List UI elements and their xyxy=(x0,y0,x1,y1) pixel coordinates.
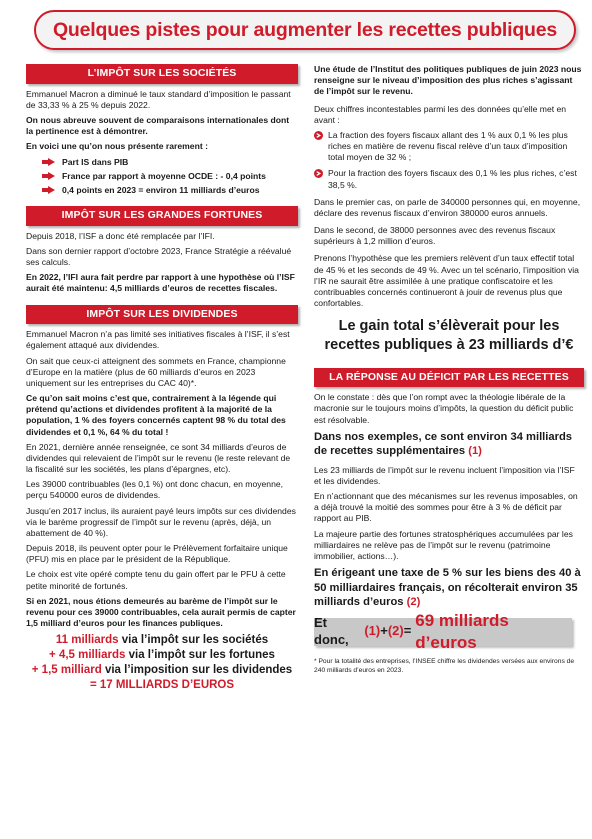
paragraph: Depuis 2018, l’ISF a donc été remplacée par l’IFI. xyxy=(26,230,215,241)
gain-statement: Le gain total s’élèverait pour les recettes publiques à 23 milliards d’€ xyxy=(324,318,574,354)
intro-paragraph: Une étude de l’Institut des politiques publiques de juin 2023 nous renseigne sur le niveau d’imposition des plus riches s’agissant de l’impôt sur le revenu. xyxy=(314,64,582,97)
paragraph: Les 39000 contribuables (les 0,1 %) ont donc chacun, en moyenne, perçu 540000 euros de dividendes. xyxy=(26,479,284,501)
list-item: Part IS dans PIB xyxy=(42,157,298,168)
summary-line: + 4,5 milliards via l’impôt sur les fortunes xyxy=(49,649,275,662)
paragraph: Emmanuel Macron n’a pas limité ses initiatives fiscales à l’ISF, il s’est également attaqué aux dividendes. xyxy=(26,329,290,351)
list-item: 0,4 points en 2023 = environ 11 milliards d’euros xyxy=(42,185,298,196)
paragraph: Prenons l’hypothèse que les premiers relèvent d’un taux effectif total de 45 % et les seconds de 49 %. Avec un tel scénario, l’imposition via l’IR ne saurait être assimilée à une pratique confiscatoire et les contribuables concernés continueront à jouir de revenus plus que confortables. xyxy=(314,253,579,309)
paragraph: On sait que ceux-ci atteignent des sommets en France, championne d’Europe en la matière (plus de 60 milliards d’euros en 2023 uniquement sur les entreprises du CAC 40)*. xyxy=(26,355,286,388)
paragraph: On nous abreuve souvent de comparaisons internationales dont la pertinence est à démontrer. xyxy=(26,114,290,137)
paragraph: En 2021, dernière année renseignée, ce sont 34 milliards d’euros de dividendes qui relevaient de l’impôt sur le revenu (le reste relevant de la fiscalité sur les sociétés, les plans d’épargnes, etc). xyxy=(26,441,291,475)
paragraph: Dans le second, de 38000 personnes avec des revenus fiscaux supérieurs à 1,2 million d’euros. xyxy=(314,225,556,247)
paragraph: Dans le premier cas, on parle de 340000 personnes qui, en moyenne, déclare des revenus fiscaux d’environ 380000 euros annuels. xyxy=(314,196,581,218)
paragraph: En voici une qu’on nous présente rarement : xyxy=(26,141,208,152)
final-total-box: Et donc, (1) + (2) = 69 milliards d’euros xyxy=(314,618,572,646)
paragraph: Dans son dernier rapport d’octobre 2023, France Stratégie a réévalué ses calculs. xyxy=(26,245,292,267)
list-item: La fraction des foyers fiscaux allant des 1 % aux 0,1 % les plus riches en matière de revenu fiscal relève d’un taux d’imposition total moyen de 32 % ; xyxy=(314,130,584,164)
paragraph: Les 23 milliards de l’impôt sur le revenu incluent l’imposition via l’ISF et les dividendes. xyxy=(314,464,575,486)
paragraph: On le constate : dès que l’on rompt avec la théologie libérale de la macronie sur le toujours moins d’impôts, la question du déficit public est résolvable. xyxy=(314,392,574,425)
summary-line: + 1,5 milliard via l’imposition sur les dividendes xyxy=(31,664,293,677)
pointing-hand-icon xyxy=(42,171,56,181)
section-heading-dividendes: IMPÔT SUR LES DIVIDENDES xyxy=(26,305,298,325)
footnote: * Pour la totalité des entreprises, l’INSEE chiffre les dividendes versées aux environs de 240 milliards d’euros en 2023. xyxy=(314,657,575,674)
section-heading-fortunes: IMPÔT SUR LES GRANDES FORTUNES xyxy=(26,206,298,226)
page-title: Quelques pistes pour augmenter les recettes publiques xyxy=(52,18,558,41)
circle-arrow-icon xyxy=(314,130,328,164)
paragraph: En 2022, l’IFI aura fait perdre par rapport à une hypothèse où l’ISF aurait été maintenu: 4,5 milliards d’euros de recettes fiscales. xyxy=(26,272,295,294)
list-item: France par rapport à moyenne OCDE : - 0,4 points xyxy=(42,171,298,182)
paragraph: La majeure partie des fortunes stratosphériques accumulées par les milliardaires ne relève pas de l’impôt sur le revenu (patrimoine immobilier, actions…). xyxy=(314,528,573,561)
pointing-hand-icon xyxy=(42,157,56,167)
paragraph: Depuis 2018, ils peuvent opter pour le Prélèvement forfaitaire unique (PFU) mis en place par le président de la République. xyxy=(26,543,288,565)
list-item: Pour la fraction des foyers fiscaux des 0,1 % les plus riches, c’est 38,5 %. xyxy=(314,168,584,190)
summary-line: 11 milliards via l’impôt sur les sociétés xyxy=(55,634,269,647)
paragraph: En n’actionnant que des mécanismes sur les revenus imposables, on a déjà trouvé la moitié des sommes pour être à 3 % de déficit par rapport au PIB. xyxy=(314,491,578,524)
paragraph: Deux chiffres incontestables parmi les des données qu’elle met en avant : xyxy=(314,103,567,125)
summary-block xyxy=(26,633,298,693)
summary-total: = 17 MILLIARDS D’EUROS xyxy=(89,679,235,692)
paragraph: Le choix est vite opéré compte tenu du gain offert par le PFU à cette petite minorité de fortunés. xyxy=(26,569,286,591)
highlight-statement: Dans nos exemples, ce sont environ 34 milliards de recettes supplémentaires (1) xyxy=(314,430,573,458)
arrow-list xyxy=(314,130,584,191)
highlight-statement: En érigeant une taxe de 5 % sur les biens des 40 à 50 milliardaires français, on récolterait environ 35 milliards d’euros (2) xyxy=(314,567,581,609)
section-heading-deficit: LA RÉPONSE AU DÉFICIT PAR LES RECETTES xyxy=(314,368,584,388)
section-heading-societes: L’IMPÔT SUR LES SOCIÉTÉS xyxy=(26,64,298,84)
paragraph: Jusqu’en 2017 inclus, ils auraient payé leurs impôts sur ces dividendes via le barème progressif de l’impôt sur le revenu (après, déjà, un abattement de 40 %). xyxy=(26,505,296,538)
paragraph: Ce qu’on sait moins c’est que, contrairement à la légende qui prétend qu’actions et dividendes profitent à la majorité de la population, 1 % des foyers concernés captent 98 % du total des dividendes et 0,1 %, 64 % du total ! xyxy=(26,393,286,437)
paragraph: Emmanuel Macron a diminué le taux standard d’imposition le passant de 33,33 % à 25 % depuis 2022. xyxy=(26,88,291,110)
circle-arrow-icon xyxy=(314,168,328,190)
pointing-hand-icon xyxy=(42,185,56,195)
bullet-list xyxy=(42,157,298,197)
left-column xyxy=(26,64,298,693)
title-banner xyxy=(34,10,576,50)
paragraph: Si en 2021, nous étions demeurés au barème de l’impôt sur le revenu pour ces 39000 contribuables, cela aurait permis de capter 1,5 milliard d’euros pour les finances publiques. xyxy=(26,595,296,629)
right-column xyxy=(314,64,584,679)
